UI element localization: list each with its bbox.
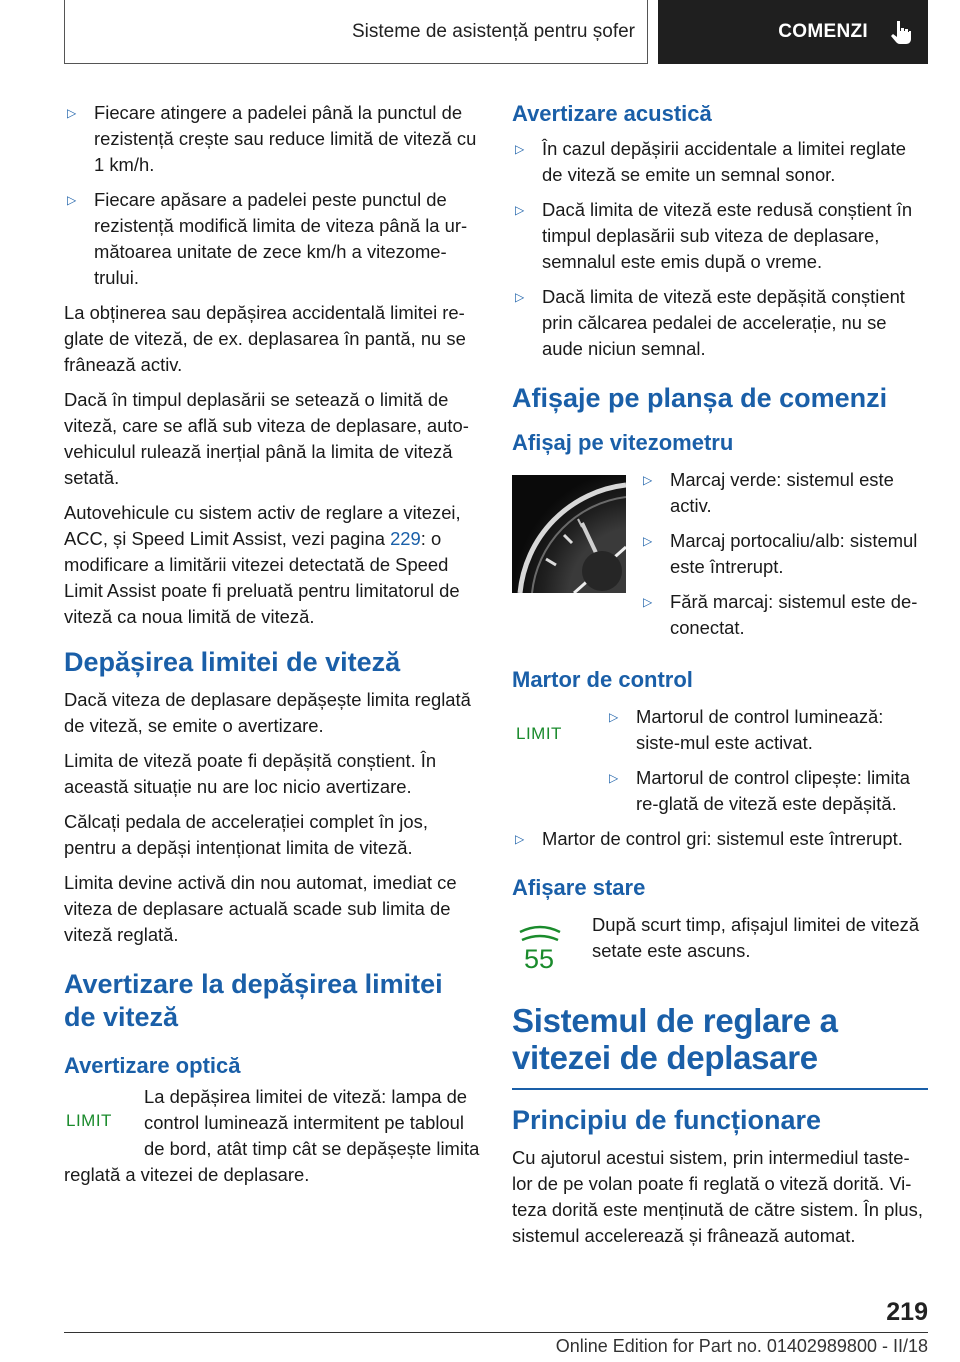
paragraph: Limita de viteză poate fi depășită conștient. În această situație nu are loc nicio avertizare.	[64, 750, 437, 797]
heading-martor: Martor de control	[512, 667, 693, 692]
page-number: 219	[886, 1298, 928, 1326]
paragraph: Cu ajutorul acestui sistem, prin intermediul taste‐lor de pe volan poate fi reglată o viteză dorită. Vi‐teza dorită este menținută de către sistem. În plus, sistemul accelerează și frânează automat.	[512, 1146, 923, 1246]
list-item: ▷ Marcaj verde: sistemul este activ.	[640, 467, 928, 519]
edition-footer: Online Edition for Part no. 01402989800 - II/18	[555, 1336, 928, 1356]
paragraph-text: Autovehicule cu sistem activ de reglare a vitezei, ACC, și Speed Limit Assist, vezi pagina	[64, 502, 461, 549]
list-item: ▷ În cazul depășirii accidentale a limitei reglate de viteză se emite un semnal sonor.	[512, 136, 928, 188]
speedometer-image	[512, 475, 626, 593]
list-item: ▷ Fără marcaj: sistemul este de‐conectat.	[640, 589, 928, 641]
limit-indicator-icon: LIMIT	[516, 724, 562, 743]
list-item: ▷ Martorul de control luminează: siste‐mul este activat.	[606, 704, 928, 756]
speedometer-figure-row	[512, 467, 928, 650]
left-column	[64, 100, 480, 1197]
speed-limit-value: 55	[524, 944, 555, 974]
page-link[interactable]: 229	[390, 528, 421, 549]
martor-list	[606, 704, 928, 826]
heading-acustica: Avertizare acustică	[512, 101, 712, 126]
paragraph: Dacă viteza de deplasare depășește limita reglată de viteză, se emite o avertizare.	[64, 689, 471, 736]
header-chapter-box	[64, 0, 648, 64]
heading-depasire: Depășirea limitei de viteză	[64, 647, 401, 677]
speedometer-list	[640, 467, 928, 650]
footer-divider	[64, 1332, 928, 1333]
speed-limit-status-icon	[512, 922, 568, 978]
list-item: ▷ Dacă limita de viteză este redusă conștient în timpul deplasării sub viteza de deplasare, semnalul este emis după o vreme.	[512, 197, 928, 275]
list-item: ▷ Fiecare apăsare a padelei peste punctul de rezistență modifică limita de viteza până la ur‐mătoarea unitate de zece km/h a vitezome‐trului.	[64, 187, 480, 291]
chapter-title: Sisteme de asistență pentru șofer	[351, 20, 635, 42]
heading-optica: Avertizare optică	[64, 1053, 241, 1078]
list-item: ▷ Martor de control gri: sistemul este întrerupt.	[512, 826, 928, 852]
paragraph-optica	[64, 1084, 480, 1188]
martor-icon-wrap	[512, 704, 592, 826]
martor-figure-row	[512, 704, 928, 826]
heading-stare: Afișare stare	[512, 875, 646, 900]
paragraph-text: : o modificare a limitării vitezei detectată de Speed Limit Assist poate fi preluată pentru limitatorul de viteză ca noua limită de viteză.	[64, 528, 460, 627]
list-item: ▷ Marcaj portocaliu/alb: sistemul este întrerupt.	[640, 528, 928, 580]
right-column	[512, 100, 928, 1258]
heading-afisaje: Afișaje pe planșa de comenzi	[512, 383, 888, 413]
paragraph-text: La depășirea limitei de viteză: lampa de control luminează intermitent pe tabloul de bord, atât timp cât se depășește limita reglată a vitezei de deplasare.	[64, 1086, 480, 1185]
heading-sistem: Sistemul de reglare a vitezei de deplasare	[512, 1002, 838, 1076]
list-item: ▷ Fiecare atingere a padelei până la punctul de rezistență crește sau reduce limită de viteză cu 1 km/h.	[64, 100, 480, 178]
heading-divider	[512, 1088, 928, 1090]
hand-pointer-icon	[888, 19, 914, 45]
paragraph: După scurt timp, afișajul limitei de viteză setate este ascuns.	[592, 914, 920, 961]
list-item: ▷ Dacă limita de viteză este depășită conștient prin călcarea pedalei de accelerație, nu se aude niciun semnal.	[512, 284, 928, 362]
stare-figure-row	[512, 912, 928, 978]
heading-principiu: Principiu de funcționare	[512, 1104, 822, 1135]
list-item: ▷ Martorul de control clipește: limita re‐glată de viteză este depășită.	[606, 765, 928, 817]
header-section-box	[658, 0, 928, 64]
paragraph: La obținerea sau depășirea accidentală limitei re‐glate de viteză, de ex. deplasarea în pantă, nu se frânează activ.	[64, 302, 466, 375]
speedometer-dial-icon	[512, 475, 626, 593]
section-title: COMENZI	[778, 21, 868, 42]
heading-avertizare: Avertizare la depășirea limitei de viteză	[64, 969, 443, 1032]
paragraph: Călcați pedala de accelerației complet în jos, pentru a depăși intenționat limita de viteză.	[64, 811, 428, 858]
limit-indicator-icon: LIMIT	[66, 1111, 112, 1130]
paragraph: Dacă în timpul deplasării se setează o limită de viteză, care se află sub viteza de deplasare, auto‐vehiculul rulează inerțial până la limita de viteză setată.	[64, 389, 469, 488]
paragraph	[64, 500, 480, 630]
heading-vitezometru: Afișaj pe vitezometru	[512, 430, 734, 455]
paragraph: Limita devine activă din nou automat, imediat ce viteza de deplasare actuală scade sub limita de viteză reglată.	[64, 872, 457, 945]
